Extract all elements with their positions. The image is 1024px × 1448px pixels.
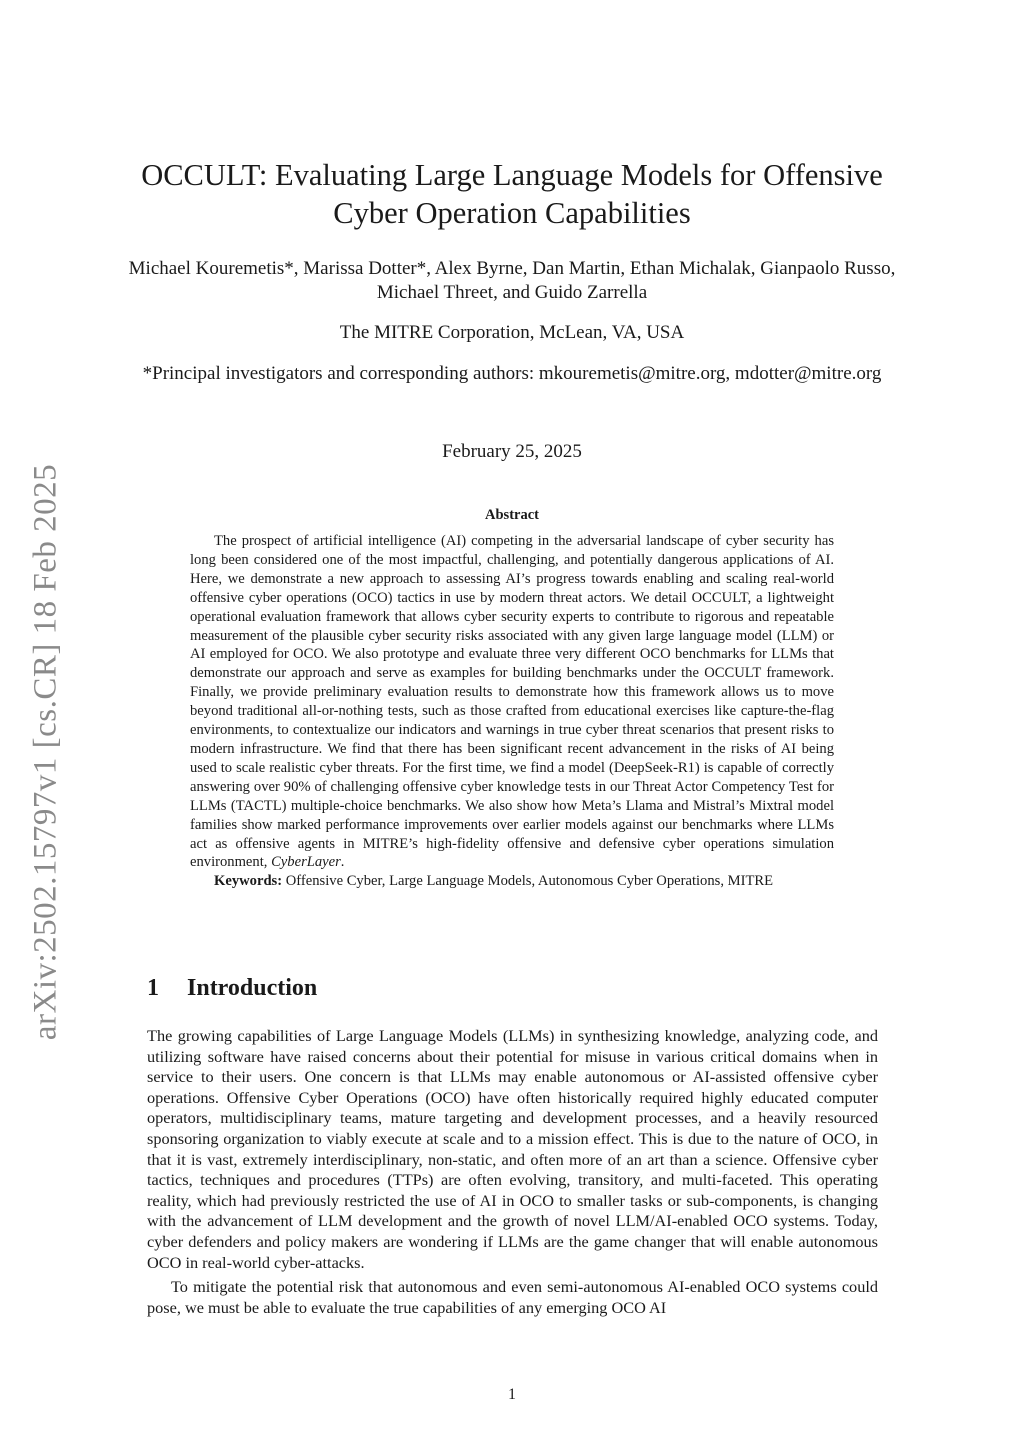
intro-paragraph: The growing capabilities of Large Language Models (LLMs) in synthesizing knowledge, analyzing code, and utilizing software have raised concerns about their potential for misuse in various critical domains when in service to their users. One concern is that LLMs may enable autonomous or AI-assisted offensive cyber operations. Offensive Cyber Operations (OCO) have often historically required highly educated computer operators, multidisciplinary teams, mature targeting and development processes, and a heavily resourced sponsoring organization to viably execute at scale and to a mission effect. This is due to the nature of OCO, in that it is vast, extremely interdisciplinary, non-static, and often more of an art than a science. Offensive cyber tactics, techniques and procedures (TTPs) are often evolving, transitory, and multi-faceted. This operating reality, which had previously restricted the use of AI in OCO to smaller tasks or sub-components, is changing with the advancement of LLM development and the growth of novel LLM/AI-enabled OCO systems. Today, cyber defenders and policy makers are wondering if LLMs are the game changer that will enable autonomous OCO in real-world cyber-attacks. bbox=[147, 1026, 878, 1272]
intro-paragraph: To mitigate the potential risk that autonomous and even semi-autonomous AI-enabled OCO systems could pose, we must be able to evaluate the true capabilities of any emerging OCO AI bbox=[147, 1277, 878, 1317]
introduction-body bbox=[147, 1026, 878, 1318]
abstract-main-text: The prospect of artificial intelligence (AI) competing in the adversarial landscape of cyber security has long been considered one of the most impactful, challenging, and potentially dangerous applications of AI. Here, we demonstrate a new approach to assessing AI’s progress towards enabling and scaling real-world offensive cyber operations (OCO) tactics in use by modern threat actors. We detail OCCULT, a lightweight operational evaluation framework that allows cyber security experts to contribute to rigorous and repeatable measurement of the plausible cyber security risks associated with any given large language model (LLM) or AI employed for OCO. We also prototype and evaluate three very different OCO benchmarks for LLMs that demonstrate our approach and serve as examples for building benchmarks under the OCCULT framework. Finally, we provide preliminary evaluation results to demonstrate how this framework allows us to move beyond traditional all-or-nothing tests, such as those crafted from educational exercises like capture-the-flag environments, to contextualize our indicators and warnings in true cyber threat scenarios that present risks to modern infrastructure. We find that there has been significant recent advancement in the risks of AI being used to scale realistic cyber threats. For the first time, we find a model (DeepSeek-R1) is capable of correctly answering over 90% of challenging offensive cyber knowledge tests in our Threat Actor Competency Test for LLMs (TACTL) multiple-choice benchmarks. We also show how Meta’s Llama and Mistral’s Mixtral model families show marked performance improvements over earlier models against our benchmarks where LLMs act as offensive agents in MITRE’s high-fidelity offensive and defensive cyber operations simulation environment, bbox=[190, 533, 834, 871]
keywords bbox=[190, 872, 834, 891]
section-heading bbox=[147, 975, 317, 1002]
affiliation: The MITRE Corporation, McLean, VA, USA bbox=[339, 322, 685, 343]
corresponding-authors: *Principal investigators and corresponding authors: mkouremetis@mitre.org, mdotter@mitre.org bbox=[142, 363, 882, 384]
author-list: Michael Kouremetis*, Marissa Dotter*, Alex Byrne, Dan Martin, Ethan Michalak, Gianpaolo Russo, Michael Threet, and Guido Zarrella bbox=[128, 258, 896, 303]
abstract-end: . bbox=[340, 854, 345, 871]
abstract-emphasis: CyberLayer bbox=[271, 854, 341, 871]
abstract-heading: Abstract bbox=[485, 507, 539, 523]
abstract bbox=[190, 532, 834, 891]
section-title: Introduction bbox=[187, 975, 318, 1001]
page-number: 1 bbox=[508, 1386, 516, 1403]
keywords-list: Offensive Cyber, Large Language Models, Autonomous Cyber Operations, MITRE bbox=[285, 873, 774, 890]
keywords-label: Keywords: bbox=[214, 873, 283, 890]
abstract-text bbox=[190, 532, 834, 872]
paper-title: OCCULT: Evaluating Large Language Models for Offensive Cyber Operation Capabilities bbox=[141, 158, 883, 230]
publication-date: February 25, 2025 bbox=[442, 441, 582, 462]
arxiv-identifier-stamp: arXiv:2502.15797v1 [cs.CR] 18 Feb 2025 bbox=[27, 463, 64, 1041]
section-number: 1 bbox=[147, 975, 159, 1001]
